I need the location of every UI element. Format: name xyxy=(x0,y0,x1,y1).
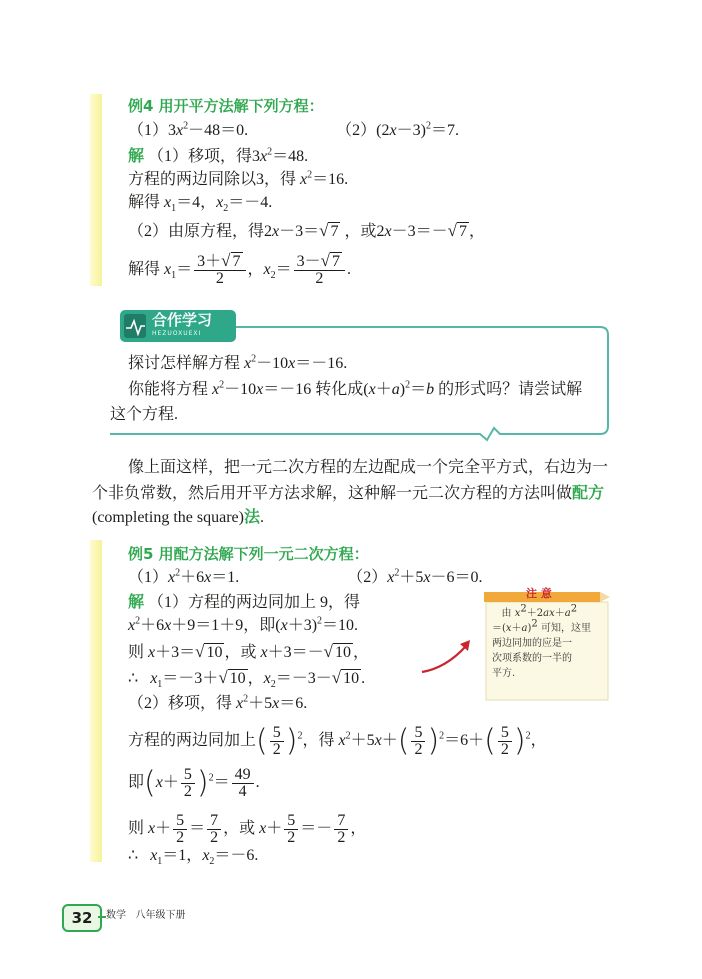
footer-text: 数学 八年级下册 xyxy=(106,910,186,921)
term-highlight: 配方 xyxy=(572,483,605,502)
example-4-divide: 方程的两边同除以3，得 $x^2=16$. xyxy=(128,169,349,188)
example-5-step1: 解 （1）方程的两边同加上 9，得 xyxy=(128,592,361,611)
footer-connector xyxy=(98,916,106,918)
example-4-part2-solved: 解得 $x_1=$ $\frac{3+√ 7}{2}$ ，$x_2=$ $\frac{3-√ 7}{2}$ . xyxy=(128,251,351,288)
example-5-step2: （2）移项，得 $x^2+5x=6$. xyxy=(128,693,308,712)
example-4-part2: （2）由原方程，得2x－3＝√ 7 ，或2x－3＝－√ 7 ， xyxy=(128,221,485,240)
paragraph-line-3: (completing the square)法. xyxy=(92,507,264,526)
page-number-box xyxy=(62,904,102,932)
coop-title: 合作学习 xyxy=(152,311,213,329)
arrow-icon xyxy=(422,646,466,672)
solution-label: 解 xyxy=(128,592,145,611)
example-5-add-square: 方程的两边同加上( $\frac{5}{2}$ )$^2$，得 $x^2+5x+$( $\frac{5}{2}$ )$^2$＝6＋( $\frac{5}{2}$ )$^2$， xyxy=(128,723,547,759)
example-5-root: 则 x＋3＝√ 10 ，或 x＋3＝－√ 10 ， xyxy=(128,642,369,661)
pencil-icon-tip xyxy=(600,592,610,602)
example-4-problems: $(1)3x^2-48=0$. $(2)(2x-3)^2=7$. xyxy=(128,120,459,139)
example-5-problems: $(1)x^2+6x=1$. $(2)x^2+5x-6=0$. xyxy=(128,567,483,586)
margin-highlight-bar xyxy=(90,94,102,286)
example-5-roots: 则 x＋ $\frac{5}{2}$ ＝ $\frac{7}{2}$ ，或 x＋ $\frac{5}{2}$ ＝－ $\frac{7}{2}$ ， xyxy=(128,811,367,846)
example-label: 例4 用开平方法解下列方程： xyxy=(128,97,324,115)
paragraph-line-2: 个非负常数，然后用开平方法求解，这种解一元二次方程的方法叫做配方 xyxy=(92,483,605,502)
solution-label: 解 xyxy=(128,146,145,165)
example-5-result1: ∴ $x_1=-3+√$ 10 ，$x_2=-3-√$ 10 . xyxy=(128,668,366,691)
example-5-square-form: 即(x＋ $\frac{5}{2}$ )$^2$＝ $\frac{49}{4}$ . xyxy=(128,765,260,801)
coop-line-3: 这个方程. xyxy=(110,406,179,423)
example-5-final: ∴ $x_1=1$，$x_2=-6$. xyxy=(128,847,259,868)
term-highlight-end: 法 xyxy=(243,507,260,526)
page-number: 32 xyxy=(71,909,93,927)
note-body: 由 $x^2+2ax+a^2$ $=(x+a)^2$ 可知，这里 两边同加的应是一 次项系数的一半的 平方. xyxy=(492,603,591,679)
example-label: 例5 用配方法解下列一元二次方程： xyxy=(128,545,369,563)
example-4-solved: 解得 $x_1=4$，$x_2=-4$. xyxy=(128,194,273,215)
coop-line-2: 你能将方程 $x^2-10x=-16$ 转化成$(x+a)^2=b$ 的形式吗？请尝试解 xyxy=(128,379,583,398)
paragraph-line-1: 像上面这样，把一元二次方程的左边配成一个完全平方式，右边为一 xyxy=(128,459,609,476)
note-title: 注 意 xyxy=(526,587,552,600)
coop-pinyin: HEZUOXUEXI xyxy=(152,330,202,337)
example-5-title xyxy=(128,544,369,564)
example-4-title xyxy=(128,96,324,116)
example-5-complete: $x^2+6x+9=1+9$，即$(x+3)^2=10$. xyxy=(128,615,359,634)
example-4-solution-step1: 解 （1）移项，得$3x^2=48$. xyxy=(128,146,309,165)
coop-line-1: 探讨怎样解方程 $x^2-10x=-16$. xyxy=(128,353,348,372)
